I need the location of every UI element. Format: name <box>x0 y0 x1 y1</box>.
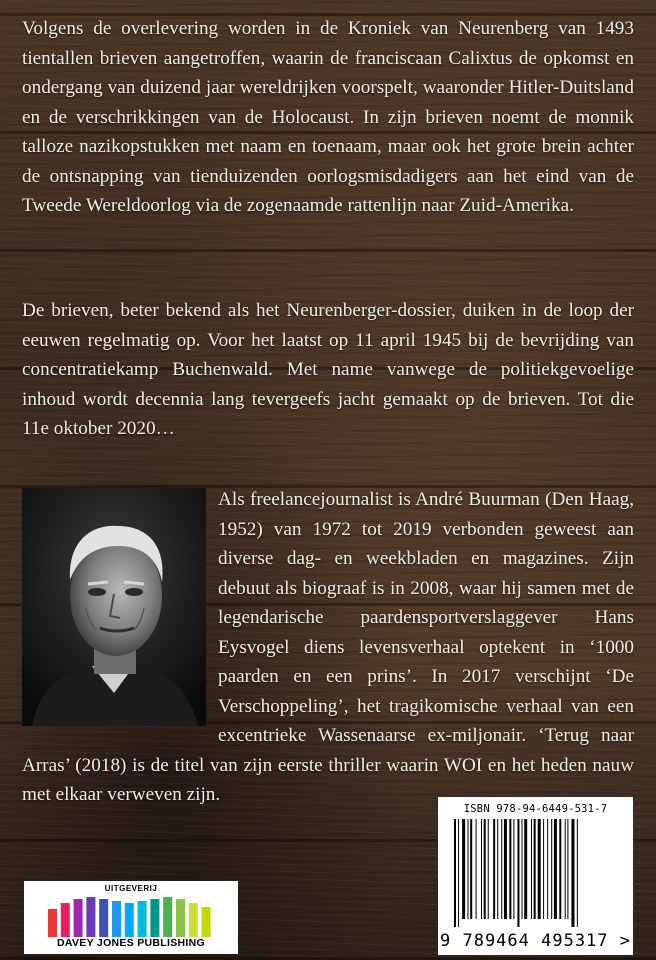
isbn-barcode-box <box>438 797 633 955</box>
publisher-bar <box>86 897 95 937</box>
barcode-graphic <box>450 819 622 927</box>
publisher-top-label: UITGEVERIJ <box>104 884 158 893</box>
publisher-bar <box>112 901 121 937</box>
publisher-bar <box>125 903 134 937</box>
publisher-bar <box>61 903 70 937</box>
publisher-bar <box>99 899 108 937</box>
publisher-color-bars <box>48 897 214 937</box>
description-paragraph-1: Volgens de overlevering worden in de Kroniek van Neurenberg van 1493 tientallen brieven aangetroffen, waarin de franciscaan Calixtus de opkomst en ondergang van duizend jaar wereldrijken voorspelt, waaronder Hitler-Duitsland en de verschrikkingen van de Holocaust. In zijn brieven noemt de monnik talloze nazikopstukken met naam en toenaam, maar ook het grote brein achter de ontsnapping van tienduizenden oorlogsmisdadigers aan het eind van de Tweede Wereldoorlog via de zogenaamde rattenlijn naar Zuid-Amerika. <box>22 18 634 216</box>
publisher-bar <box>48 909 57 937</box>
author-photo <box>22 488 206 726</box>
author-bio-section <box>22 485 634 810</box>
publisher-logo <box>24 881 238 954</box>
barcode-digits: 9 789464 495317 > <box>440 931 631 951</box>
publisher-bar <box>189 903 198 937</box>
publisher-bar <box>150 899 159 937</box>
publisher-name: DAVEY JONES PUBLISHING <box>57 937 205 949</box>
publisher-bar <box>74 899 83 937</box>
publisher-bar <box>202 907 211 937</box>
publisher-bar <box>138 901 147 937</box>
description-paragraph-2: De brieven, beter bekend als het Neurenberger-dossier, duiken in de loop der eeuwen regelmatig op. Voor het laatst op 11 april 1945 bij de bevrijding van concentratiekamp Buchenwald. Met name vanwege de politiekgevoelige inhoud wordt decennia lang tevergeefs jacht gemaakt op de brieven. Tot die 11e oktober 2020… <box>22 300 634 439</box>
isbn-label: ISBN 978-94-6449-531-7 <box>463 803 608 815</box>
publisher-bar <box>176 899 185 937</box>
author-bio-text: Als freelancejournalist is André Buurman (Den Haag, 1952) van 1972 tot 2019 verbonden geweest aan diverse dag- en weekbladen en magazines. Zijn debuut als biograaf is in 2008, waar hij samen met de legendarische paardensportverslaggever Hans Eysvogel diens levensverhaal optekent in ‘1000 paarden en een prins’. In 2017 verschijnt ‘De Verschoppeling’, het tragikomische verhaal van een excentrieke Wassenaarse ex-miljonair. ‘Terug naar Arras’ (2018) is de titel van zijn eerste thriller waarin WOI en het heden nauw met elkaar verweven zijn. <box>22 489 634 805</box>
publisher-bar <box>163 897 172 937</box>
